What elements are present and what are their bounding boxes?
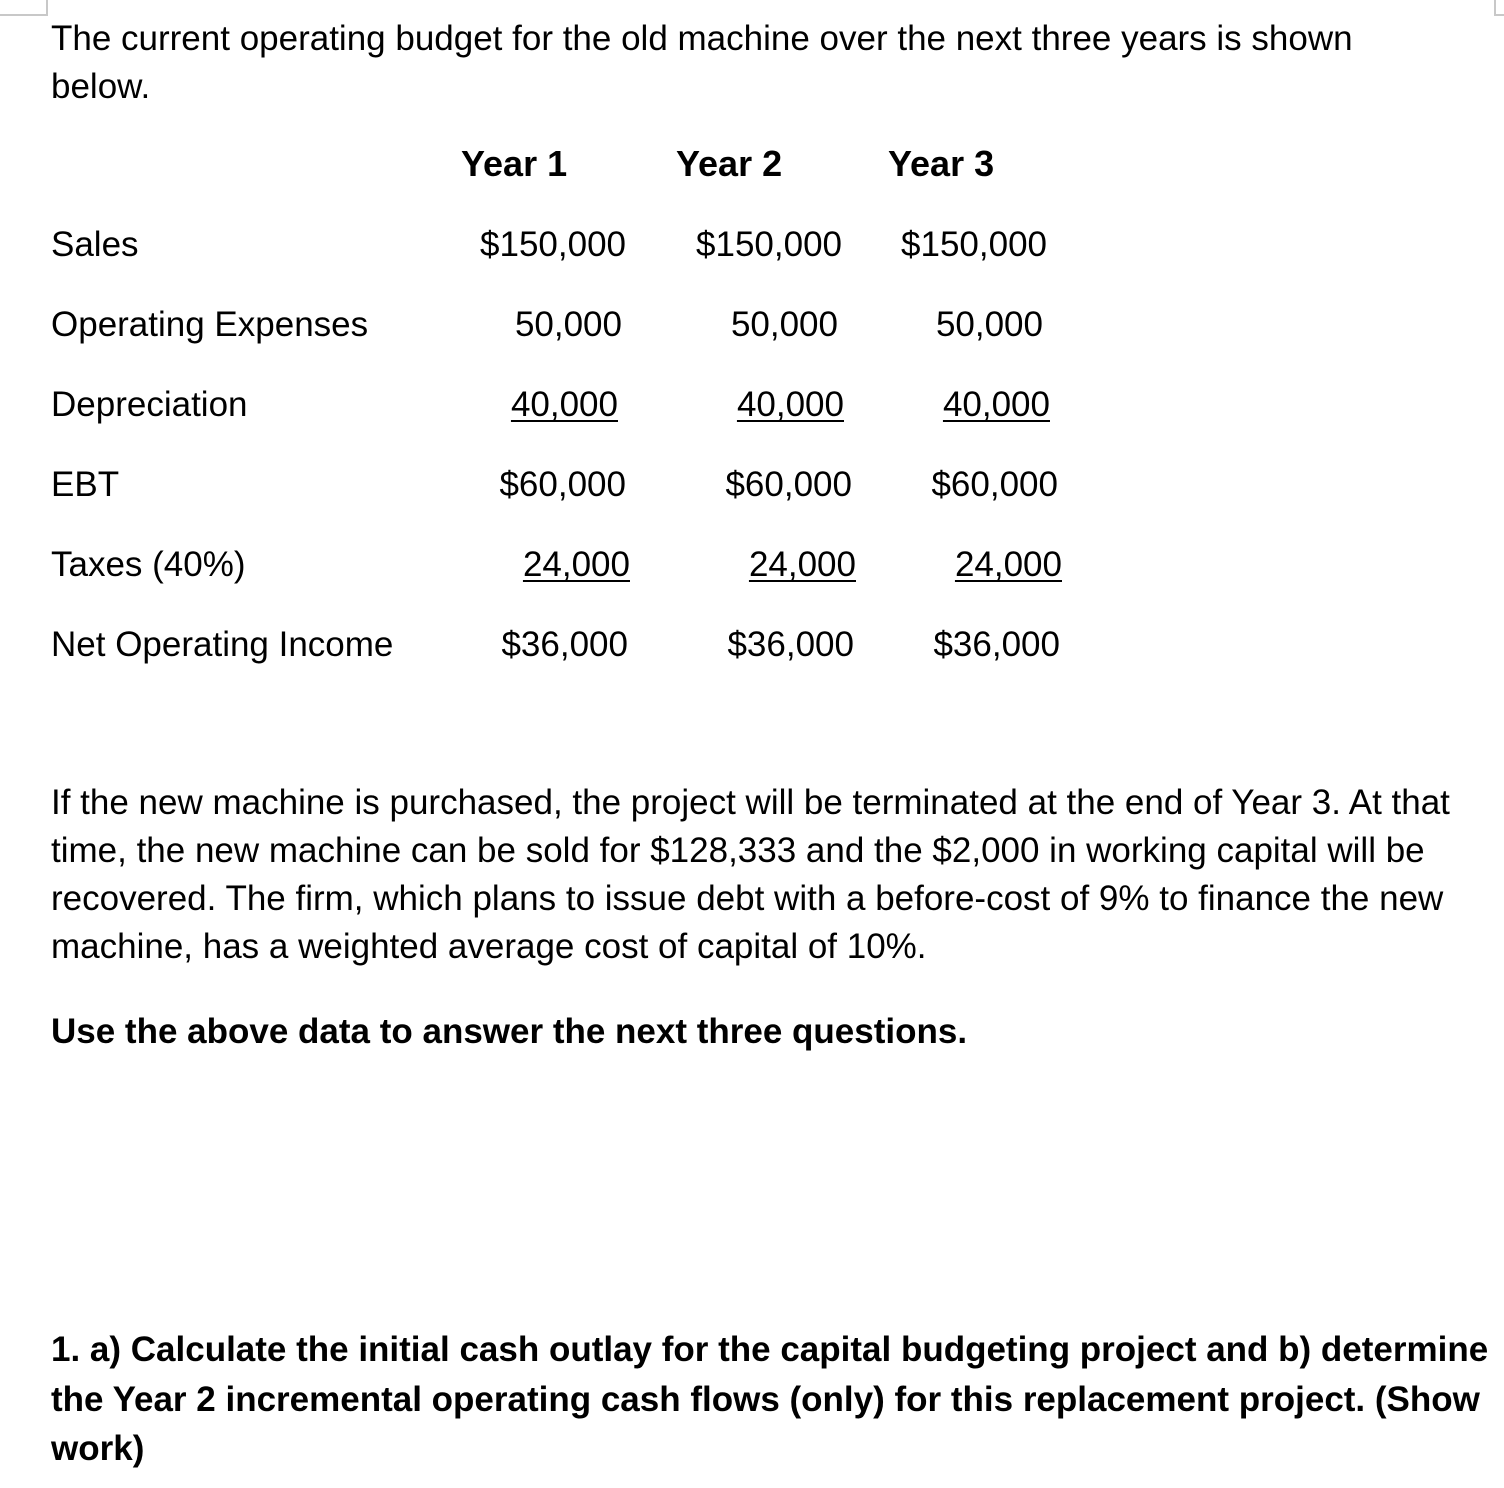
row-label-operating-expenses: Operating Expenses [51, 305, 369, 344]
cell-sales-year-1: $150,000 [480, 225, 626, 264]
cell-depreciation-year-2: 40,000 [736, 385, 844, 424]
cell-ebt-year-2: $60,000 [725, 465, 852, 504]
cell-depreciation-year-1: 40,000 [510, 385, 618, 424]
column-header-year-1: Year 1 [461, 143, 568, 184]
row-label-ebt: EBT [51, 465, 120, 504]
row-label-taxes: Taxes (40%) [51, 545, 246, 584]
cell-taxes-year-1: 24,000 [522, 545, 630, 584]
cell-sales-year-2: $150,000 [696, 225, 842, 264]
row-label-net-operating-income: Net Operating Income [51, 625, 394, 664]
cell-taxes-year-2: 24,000 [748, 545, 856, 584]
cell-operating-expenses-year-2: 50,000 [730, 305, 838, 344]
instruction-paragraph: Use the above data to answer the next three questions. [51, 1012, 968, 1051]
cell-depreciation-year-3: 40,000 [942, 385, 1050, 424]
cell-ebt-year-3: $60,000 [931, 465, 1058, 504]
cell-operating-expenses-year-1: 50,000 [514, 305, 622, 344]
termination-paragraph: If the new machine is purchased, the project will be terminated at the end of Year 3. At that time, the new machine can be sold for $128,333 and the $2,000 in working capital will be recovered. The firm, which plans to issue debt with a before-cost of 9% to finance the new machine, has a weighted average cost of capital of 10%. [51, 783, 1450, 966]
page-corner-mark-right [1494, 0, 1504, 16]
cell-taxes-year-3: 24,000 [954, 545, 1062, 584]
cell-net-operating-income-year-1: $36,000 [501, 625, 628, 664]
cell-net-operating-income-year-3: $36,000 [933, 625, 1060, 664]
cell-sales-year-3: $150,000 [901, 225, 1047, 264]
row-label-sales: Sales [51, 225, 139, 264]
cell-operating-expenses-year-3: 50,000 [935, 305, 1043, 344]
intro-paragraph: The current operating budget for the old machine over the next three years is shown below. [51, 19, 1353, 106]
cell-net-operating-income-year-2: $36,000 [727, 625, 854, 664]
page-corner-mark-left [0, 0, 48, 16]
column-header-year-3: Year 3 [888, 143, 995, 184]
question-1: 1. a) Calculate the initial cash outlay for the capital budgeting project and b) determine the Year 2 incremental operating cash flows (only) for this replacement project. (Show work) [51, 1330, 1489, 1468]
column-header-year-2: Year 2 [676, 143, 783, 184]
row-label-depreciation: Depreciation [51, 385, 248, 424]
cell-ebt-year-1: $60,000 [499, 465, 626, 504]
